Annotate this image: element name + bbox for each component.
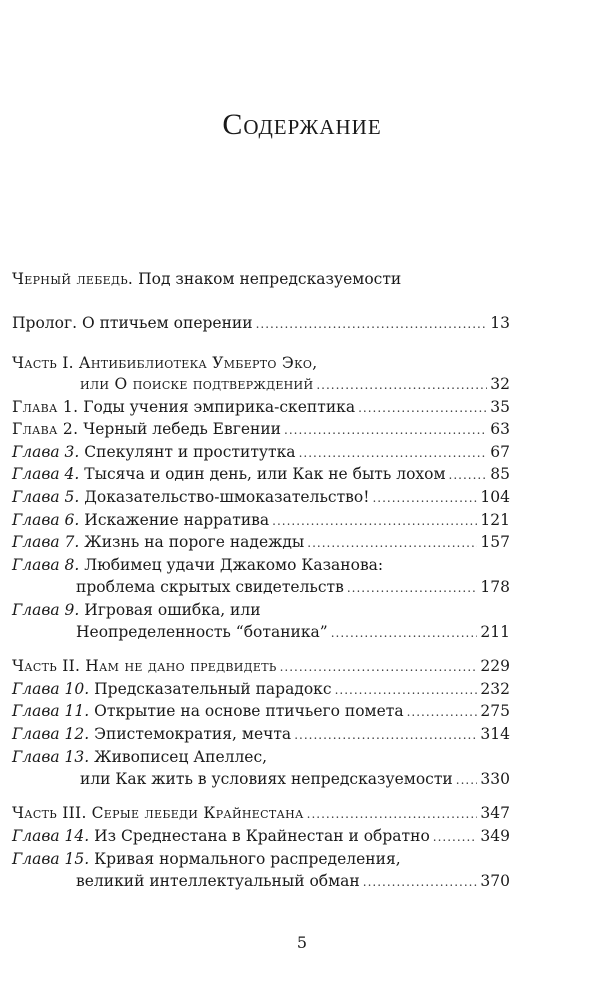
entry-label: Глава 14. [12, 827, 90, 845]
toc-entry-chapter-9[interactable] [12, 601, 510, 623]
leader-dots [294, 728, 477, 742]
toc-entry-prologue[interactable] [12, 314, 510, 336]
entry-continuation: проблема скрытых свидетельств [76, 578, 344, 596]
leader-dots [272, 514, 477, 528]
subtitle-rest: Под знаком непредсказуемости [138, 270, 402, 288]
entry-label: Глава 8. [12, 556, 80, 574]
leader-dots [280, 660, 478, 674]
toc-entry-chapter-4[interactable] [12, 465, 510, 487]
leader-dots [331, 626, 478, 640]
entry-label: Глава 13. [12, 748, 90, 766]
toc-entry-chapter-11[interactable] [12, 702, 510, 724]
entry-label: Глава 15. [12, 850, 90, 868]
entry-label: Глава 6. [12, 511, 80, 529]
toc-entry-part-1[interactable] [12, 354, 510, 376]
toc-entry-chapter-9-continuation[interactable] [12, 623, 510, 645]
leader-dots [307, 807, 478, 821]
toc-entry-chapter-1[interactable] [12, 398, 510, 420]
entry-title: Предсказательный парадокс [94, 680, 332, 698]
leader-dots [284, 423, 487, 437]
entry-page: 178 [480, 578, 510, 596]
entry-continuation: великий интеллектуальный обман [76, 872, 360, 890]
entry-title: Черный лебедь Евгении [83, 420, 282, 438]
entry-page: 121 [480, 511, 510, 529]
toc-entry-chapter-5[interactable] [12, 488, 510, 510]
entry-label: Глава 10. [12, 680, 90, 698]
entry-label: Глава 7. [12, 533, 80, 551]
leader-dots [256, 317, 488, 331]
toc-entry-part-2[interactable] [12, 657, 510, 679]
entry-title: Годы учения эмпирика-скептика [83, 398, 356, 416]
entry-page: 232 [480, 680, 510, 698]
entry-title: Нам не дано предвидеть [85, 657, 277, 675]
leader-dots [363, 875, 478, 889]
entry-page: 13 [490, 314, 510, 332]
toc-entry-chapter-12[interactable] [12, 725, 510, 747]
entry-page: 85 [490, 465, 510, 483]
entry-page: 157 [480, 533, 510, 551]
entry-page: 229 [480, 657, 510, 675]
toc-entry-chapter-3[interactable] [12, 443, 510, 465]
entry-continuation: или О поиске подтверждений [80, 375, 314, 393]
leader-dots [358, 401, 487, 415]
toc-entry-chapter-6[interactable] [12, 511, 510, 533]
toc-entry-chapter-2[interactable] [12, 420, 510, 442]
entry-label: Часть I. [12, 354, 74, 372]
toc-entry-chapter-8[interactable] [12, 556, 510, 578]
entry-page: 104 [480, 488, 510, 506]
entry-continuation: или Как жить в условиях непредсказуемости [80, 770, 453, 788]
entry-page: 35 [490, 398, 510, 416]
entry-label: Глава 9. [12, 601, 80, 619]
entry-label: Глава 1. [12, 398, 79, 416]
entry-label: Часть II. [12, 657, 81, 675]
entry-title: Из Среднестана в Крайнестан и обратно [94, 827, 430, 845]
entry-title: Спекулянт и проститутка [84, 443, 296, 461]
subtitle-caps: Черный лебедь. [12, 270, 134, 288]
entry-label: Глава 5. [12, 488, 80, 506]
entry-title: Тысяча и один день, или Как не быть лохом [84, 465, 446, 483]
toc-entry-chapter-7[interactable] [12, 533, 510, 555]
leader-dots [335, 683, 478, 697]
leader-dots [299, 446, 488, 460]
leader-dots [372, 491, 477, 505]
entry-page: 330 [480, 770, 510, 788]
entry-label: Глава 11. [12, 702, 90, 720]
entry-label: Пролог. [12, 314, 77, 332]
entry-title: Игровая ошибка, или [84, 601, 261, 619]
entry-page: 32 [490, 375, 510, 393]
entry-page: 370 [480, 872, 510, 890]
page-title: Содержание [222, 108, 382, 141]
entry-title: Открытие на основе птичьего помета [94, 702, 404, 720]
entry-title: Доказательство-шмоказательство! [84, 488, 370, 506]
entry-title: Живописец Апеллес, [94, 748, 268, 766]
entry-title: Серые лебеди Крайнестана [91, 804, 304, 822]
toc-entry-chapter-14[interactable] [12, 827, 510, 849]
toc-entry-chapter-15[interactable] [12, 850, 510, 872]
entry-label: Глава 2. [12, 420, 79, 438]
entry-page: 349 [480, 827, 510, 845]
entry-page: 347 [480, 804, 510, 822]
entry-page: 63 [490, 420, 510, 438]
leader-dots [307, 536, 477, 550]
entry-page: 67 [490, 443, 510, 461]
leader-dots [347, 581, 478, 595]
entry-title: Эпистемократия, мечта [94, 725, 292, 743]
leader-dots [407, 705, 478, 719]
toc-subtitle [12, 270, 401, 288]
entry-label: Глава 12. [12, 725, 90, 743]
entry-title: О птичьем оперении [81, 314, 253, 332]
entry-page: 314 [480, 725, 510, 743]
leader-dots [456, 773, 478, 787]
entry-continuation: Неопределенность “ботаника” [76, 623, 328, 641]
entry-label: Глава 3. [12, 443, 80, 461]
entry-label: Часть III. [12, 804, 87, 822]
toc-entry-chapter-15-continuation[interactable] [12, 872, 510, 894]
toc-entry-chapter-10[interactable] [12, 680, 510, 702]
page-number: 5 [296, 933, 308, 952]
entry-title: Искажение нарратива [84, 511, 270, 529]
toc-entry-chapter-8-continuation[interactable] [12, 578, 510, 600]
entry-title: Жизнь на пороге надежды [84, 533, 305, 551]
entry-page: 211 [480, 623, 510, 641]
leader-dots [433, 830, 478, 844]
toc-entry-chapter-13-continuation[interactable] [12, 770, 510, 792]
entry-page: 275 [480, 702, 510, 720]
toc-entry-part-3[interactable] [12, 804, 510, 826]
entry-label: Глава 4. [12, 465, 80, 483]
leader-dots [449, 468, 488, 482]
toc-entry-chapter-13[interactable] [12, 748, 510, 770]
entry-title: Антибиблиотека Умберто Эко, [78, 354, 318, 372]
entry-title: Любимец удачи Джакомо Казанова: [84, 556, 384, 574]
leader-dots [316, 378, 487, 392]
toc-entry-part-1-continuation[interactable] [12, 375, 510, 397]
entry-title: Кривая нормального распределения, [94, 850, 401, 868]
